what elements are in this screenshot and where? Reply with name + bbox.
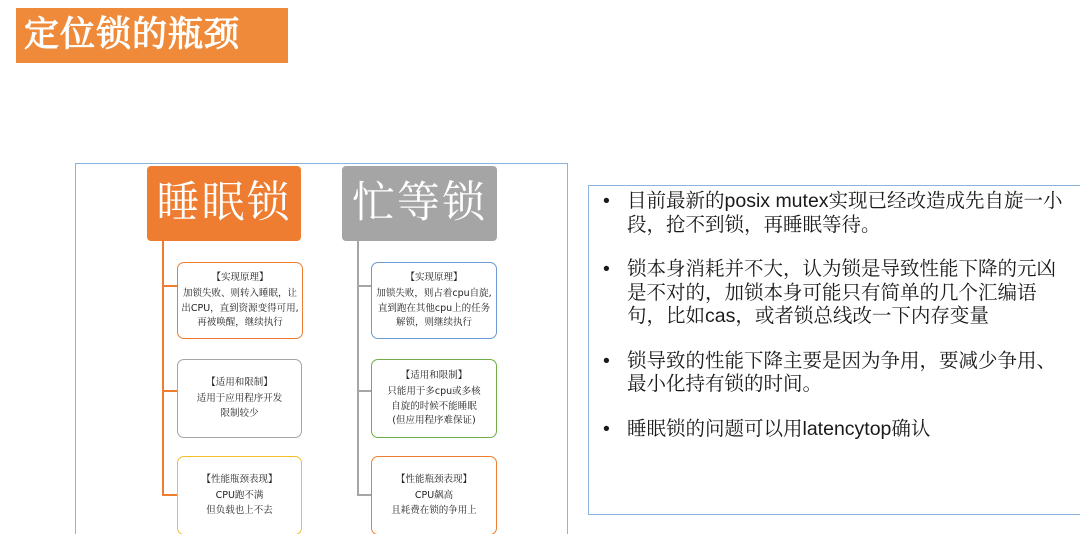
- card-line: 但负载也上不去: [206, 504, 273, 516]
- card-line: 限制较少: [220, 407, 259, 419]
- sleep-lock-connector: [162, 241, 164, 495]
- card-line: 自旋的时候不能睡眠: [391, 400, 477, 412]
- card-line: 适用于应用程序开发: [196, 393, 283, 405]
- card-heading: 【实现原理】: [405, 271, 463, 283]
- card-line: 加锁失败、则转入睡眠，让: [182, 288, 297, 299]
- bullet-text: 目前最新的posix mutex实现已经改造成先自旋一小段，抢不到锁，再睡眠等待。: [627, 190, 1063, 236]
- sleep-principle-card: [177, 262, 303, 339]
- card-heading: 【实现原理】: [211, 271, 269, 283]
- card-line: 出CPU，直到资源变得可用,: [181, 302, 299, 314]
- busy-branch-1: [357, 285, 372, 287]
- slide-title: 定位锁的瓶颈: [16, 8, 288, 63]
- card-line: 只能用于多cpu或多核: [387, 386, 481, 397]
- list-item: [597, 258, 1070, 329]
- card-line: 且耗费在锁的争用上: [391, 504, 477, 516]
- card-heading: 【适用和限制】: [206, 376, 273, 388]
- sleep-perf-card: [177, 456, 302, 534]
- card-heading: 【性能瓶颈表现】: [395, 473, 472, 485]
- bullet-marker: •: [603, 258, 610, 280]
- sleep-branch-3: [162, 494, 178, 496]
- card-line: 解锁，则继续执行: [395, 317, 472, 328]
- sleep-lock-header: 睡眠锁: [147, 166, 301, 241]
- bullet-list: [588, 185, 1080, 515]
- bullet-marker: •: [603, 349, 610, 372]
- bullet-marker: •: [603, 417, 610, 440]
- card-line: 加锁失败，则占着cpu自旋,: [376, 288, 492, 299]
- bullet-text: 锁本身消耗并不大，认为锁是导致性能下降的元凶是不对的，加锁本身可能只有简单的几个汇编语句，比如cas，或者锁总线改一下内存变量: [627, 258, 1057, 327]
- busy-branch-2: [357, 390, 372, 392]
- busy-lock-header: 忙等锁: [342, 166, 497, 241]
- bullet-marker: •: [603, 190, 610, 212]
- busy-branch-3: [357, 494, 372, 496]
- card-line: CPU飙高: [414, 490, 454, 502]
- busy-principle-card: [371, 262, 497, 339]
- card-line: 直到跑在其他cpu上的任务: [377, 302, 491, 314]
- bullet-text: 睡眠锁的问题可以用latencytop确认: [627, 417, 931, 440]
- sleep-branch-2: [162, 390, 178, 392]
- busy-perf-card: [371, 456, 497, 534]
- card-line: 再被唤醒，继续执行: [197, 317, 283, 328]
- card-heading: 【适用和限制】: [400, 369, 468, 381]
- sleep-usage-card: [177, 359, 302, 438]
- bullet-text: 锁导致的性能下降主要是因为争用，要减少争用、最小化持有锁的时间。: [627, 349, 1057, 395]
- card-heading: 【性能瓶颈表现】: [201, 473, 278, 485]
- card-line: CPU跑不满: [215, 490, 264, 502]
- sleep-branch-1: [162, 285, 178, 287]
- busy-lock-connector: [357, 241, 359, 495]
- card-line: (但应用程序难保证): [392, 415, 476, 426]
- list-item: [597, 190, 1070, 237]
- list-item: [597, 418, 1070, 442]
- lock-comparison-diagram: [75, 163, 568, 534]
- busy-usage-card: [371, 359, 497, 438]
- list-item: [597, 350, 1070, 397]
